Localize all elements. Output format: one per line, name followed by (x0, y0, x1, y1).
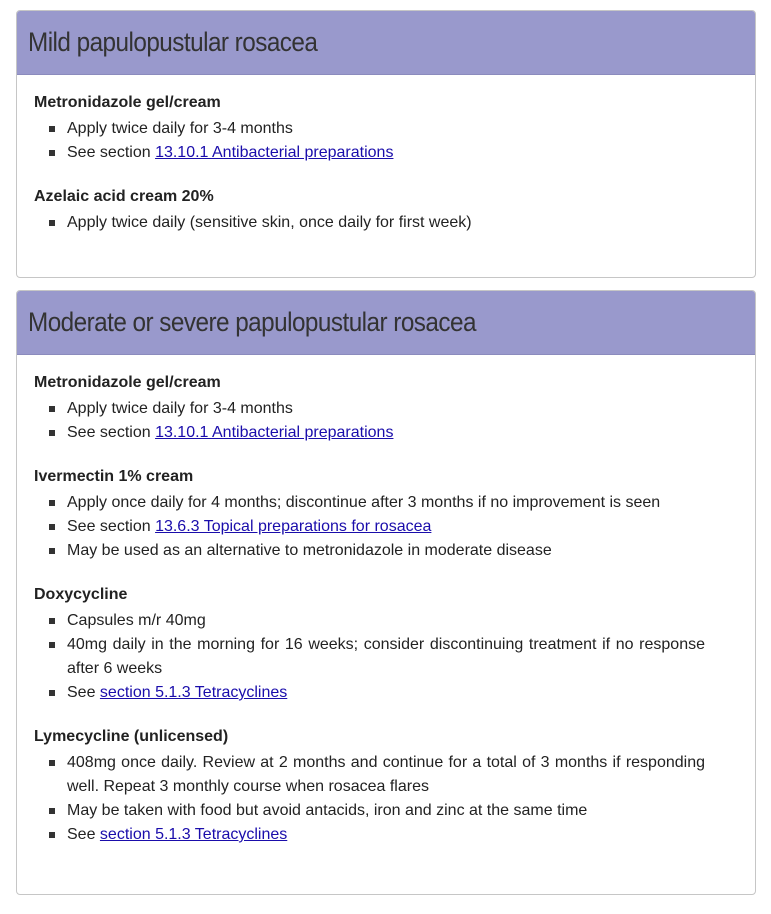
section-link[interactable]: 13.6.3 Topical preparations for rosacea (155, 518, 432, 535)
section-link[interactable]: 13.10.1 Antibacterial preparations (155, 144, 394, 161)
panel-title: Mild papulopustular rosacea (28, 27, 318, 57)
bullet-item (67, 681, 705, 705)
drug-entry (34, 583, 705, 705)
bullet-item (67, 539, 705, 563)
bullet-text: 40mg daily in the morning for 16 weeks; consider discontinuing treatment if no response after 6 weeks (67, 636, 705, 677)
bullet-text: May be taken with food but avoid antacids, iron and zinc at the same time (67, 802, 588, 819)
bullet-prefix: See (67, 684, 100, 701)
panel-body (17, 355, 755, 847)
section-link[interactable]: 13.10.1 Antibacterial preparations (155, 424, 394, 441)
drug-name: Azelaic acid cream 20% (34, 188, 214, 205)
drug-bullet-list (34, 211, 705, 235)
bullet-prefix: See section (67, 424, 156, 441)
drug-name: Ivermectin 1% cream (34, 468, 194, 485)
bullet-item (67, 751, 705, 799)
panel-heading (17, 11, 755, 75)
section-link[interactable]: section 5.1.3 Tetracyclines (99, 684, 288, 701)
drug-entry (34, 91, 705, 165)
drug-bullet-list (34, 397, 705, 445)
panel-title: Moderate or severe papulopustular rosacea (28, 307, 476, 337)
bullet-text: Capsules m/r 40mg (67, 612, 206, 629)
panel-body (17, 75, 755, 235)
bullet-item (67, 397, 705, 421)
panel-mild-rosacea (16, 10, 756, 278)
bullet-item (67, 823, 705, 847)
bullet-prefix: See section (67, 518, 156, 535)
drug-entry (34, 371, 705, 445)
drug-bullet-list (34, 117, 705, 165)
drug-bullet-list (34, 751, 705, 847)
bullet-item (67, 117, 705, 141)
bullet-item (67, 515, 705, 539)
bullet-text: Apply twice daily for 3-4 months (67, 400, 293, 417)
bullet-prefix: See section (67, 144, 156, 161)
drug-name: Doxycycline (34, 586, 128, 603)
bullet-item (67, 211, 705, 235)
drug-name: Lymecycline (unlicensed) (34, 728, 229, 745)
bullet-prefix: See (67, 826, 100, 843)
bullet-text: Apply twice daily for 3-4 months (67, 120, 293, 137)
bullet-item (67, 421, 705, 445)
bullet-item (67, 609, 705, 633)
bullet-item (67, 799, 705, 823)
bullet-item (67, 633, 705, 681)
bullet-item (67, 141, 705, 165)
drug-name: Metronidazole gel/cream (34, 94, 221, 111)
drug-entry (34, 725, 705, 847)
panel-heading (17, 291, 755, 355)
drug-entry (34, 185, 705, 235)
section-link[interactable]: section 5.1.3 Tetracyclines (99, 826, 288, 843)
drug-bullet-list (34, 491, 705, 563)
bullet-text: Apply once daily for 4 months; discontinue after 3 months if no improvement is seen (67, 494, 661, 511)
panel-moderate-severe-rosacea (16, 290, 756, 895)
bullet-text: May be used as an alternative to metronidazole in moderate disease (67, 542, 552, 559)
bullet-text: Apply twice daily (sensitive skin, once daily for first week) (67, 214, 472, 231)
drug-entry (34, 465, 705, 563)
bullet-text: 408mg once daily. Review at 2 months and continue for a total of 3 months if responding well. Repeat 3 monthly course when rosacea flares (67, 754, 705, 795)
bullet-item (67, 491, 705, 515)
drug-bullet-list (34, 609, 705, 705)
drug-name: Metronidazole gel/cream (34, 374, 221, 391)
